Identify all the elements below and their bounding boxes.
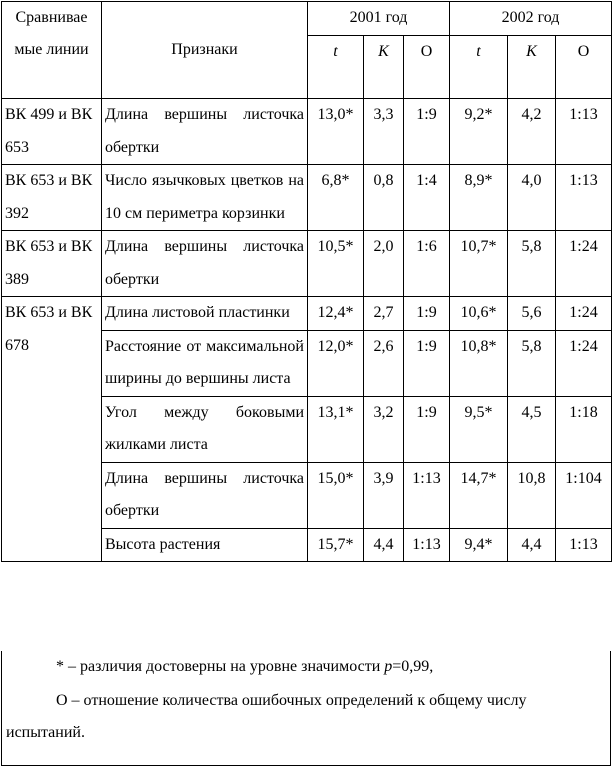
year-2001-label: 2001 год bbox=[349, 9, 408, 26]
year-2002-label: 2002 год bbox=[501, 9, 560, 26]
compared-lines-label: Сравнивае мые линии bbox=[14, 9, 89, 58]
row-k-2002: 4,0 bbox=[508, 165, 556, 231]
row-trait: Расстояние от максимальной ширины до вершины листа bbox=[102, 330, 308, 396]
row-k-2002: 5,6 bbox=[508, 297, 556, 331]
row-o-2002: 1:24 bbox=[556, 231, 612, 297]
row-o-2001: 1:13 bbox=[404, 528, 450, 562]
row-t-2001: 10,5* bbox=[308, 231, 364, 297]
header-traits bbox=[102, 2, 308, 99]
row-t-2001: 12,0* bbox=[308, 330, 364, 396]
row-t-2001: 15,7* bbox=[308, 528, 364, 562]
row-t-2002: 9,5* bbox=[450, 396, 508, 462]
row-k-2001: 2,7 bbox=[364, 297, 404, 331]
table-notes bbox=[1, 651, 611, 766]
header-t-2001: t bbox=[308, 35, 364, 99]
row-k-2002: 4,5 bbox=[508, 396, 556, 462]
row-o-2002: 1:18 bbox=[556, 396, 612, 462]
row-t-2001: 6,8* bbox=[308, 165, 364, 231]
row-o-2002: 1:13 bbox=[556, 99, 612, 165]
row-trait: Длина вершины листочка обертки bbox=[102, 99, 308, 165]
header-o-2001: О bbox=[404, 35, 450, 99]
row-k-2002: 4,2 bbox=[508, 99, 556, 165]
comparison-table bbox=[1, 1, 612, 562]
row-lines: ВК 653 и ВК 392 bbox=[2, 165, 102, 231]
row-k-2002: 10,8 bbox=[508, 462, 556, 528]
row-k-2002: 5,8 bbox=[508, 330, 556, 396]
row-o-2001: 1:6 bbox=[404, 231, 450, 297]
header-t-2002: t bbox=[450, 35, 508, 99]
row-t-2002: 9,2* bbox=[450, 99, 508, 165]
row-o-2001: 1:4 bbox=[404, 165, 450, 231]
row-o-2002: 1:24 bbox=[556, 330, 612, 396]
note-significance bbox=[2, 651, 610, 683]
row-t-2002: 10,6* bbox=[450, 297, 508, 331]
row-t-2001: 13,1* bbox=[308, 396, 364, 462]
row-o-2002: 1:13 bbox=[556, 528, 612, 562]
row-k-2001: 3,9 bbox=[364, 462, 404, 528]
header-year-2002 bbox=[450, 2, 612, 36]
row-lines: ВК 499 и ВК 653 bbox=[2, 99, 102, 165]
note-significance-text: * – различия достоверны на уровне значимости bbox=[56, 658, 385, 675]
header-year-2001 bbox=[308, 2, 450, 36]
row-k-2001: 2,0 bbox=[364, 231, 404, 297]
row-t-2002: 10,7* bbox=[450, 231, 508, 297]
header-k-2002: K bbox=[508, 35, 556, 99]
header-k-2001: K bbox=[364, 35, 404, 99]
row-o-2002: 1:104 bbox=[556, 462, 612, 528]
row-o-2001: 1:13 bbox=[404, 462, 450, 528]
row-k-2002: 4,4 bbox=[508, 528, 556, 562]
table-row bbox=[2, 297, 612, 331]
note-significance-value: =0,99, bbox=[392, 658, 434, 675]
row-t-2002: 14,7* bbox=[450, 462, 508, 528]
traits-label: Признаки bbox=[171, 41, 238, 58]
table-row bbox=[2, 165, 612, 231]
row-t-2002: 9,4* bbox=[450, 528, 508, 562]
row-lines: ВК 653 и ВК 389 bbox=[2, 231, 102, 297]
row-trait: Длина листовой пластинки bbox=[102, 297, 308, 331]
note-ratio: О – отношение количества ошибочных определений к общему числу испытаний. bbox=[6, 692, 527, 741]
header-o-2002: О bbox=[556, 35, 612, 99]
table-row bbox=[2, 231, 612, 297]
row-t-2002: 10,8* bbox=[450, 330, 508, 396]
row-k-2002: 5,8 bbox=[508, 231, 556, 297]
row-k-2001: 2,6 bbox=[364, 330, 404, 396]
row-k-2001: 3,2 bbox=[364, 396, 404, 462]
table-row bbox=[2, 99, 612, 165]
row-trait: Угол между боковыми жилками листа bbox=[102, 396, 308, 462]
row-k-2001: 0,8 bbox=[364, 165, 404, 231]
row-o-2001: 1:9 bbox=[404, 99, 450, 165]
header-compared-lines bbox=[2, 2, 102, 99]
row-k-2001: 4,4 bbox=[364, 528, 404, 562]
row-trait: Число язычковых цветков на 10 см периметра корзинки bbox=[102, 165, 308, 231]
row-o-2002: 1:13 bbox=[556, 165, 612, 231]
row-t-2001: 12,4* bbox=[308, 297, 364, 331]
row-trait: Длина вершины листочка обертки bbox=[102, 462, 308, 528]
row-lines: ВК 653 и ВК 678 bbox=[2, 297, 102, 562]
row-trait: Длина вершины листочка обертки bbox=[102, 231, 308, 297]
row-trait: Высота растения bbox=[102, 528, 308, 562]
row-t-2001: 15,0* bbox=[308, 462, 364, 528]
row-o-2001: 1:9 bbox=[404, 396, 450, 462]
row-o-2001: 1:9 bbox=[404, 297, 450, 331]
note-p-variable: p bbox=[384, 658, 393, 675]
row-o-2002: 1:24 bbox=[556, 297, 612, 331]
row-t-2002: 8,9* bbox=[450, 165, 508, 231]
row-k-2001: 3,3 bbox=[364, 99, 404, 165]
row-o-2001: 1:9 bbox=[404, 330, 450, 396]
row-t-2001: 13,0* bbox=[308, 99, 364, 165]
header-row-1 bbox=[2, 2, 612, 36]
